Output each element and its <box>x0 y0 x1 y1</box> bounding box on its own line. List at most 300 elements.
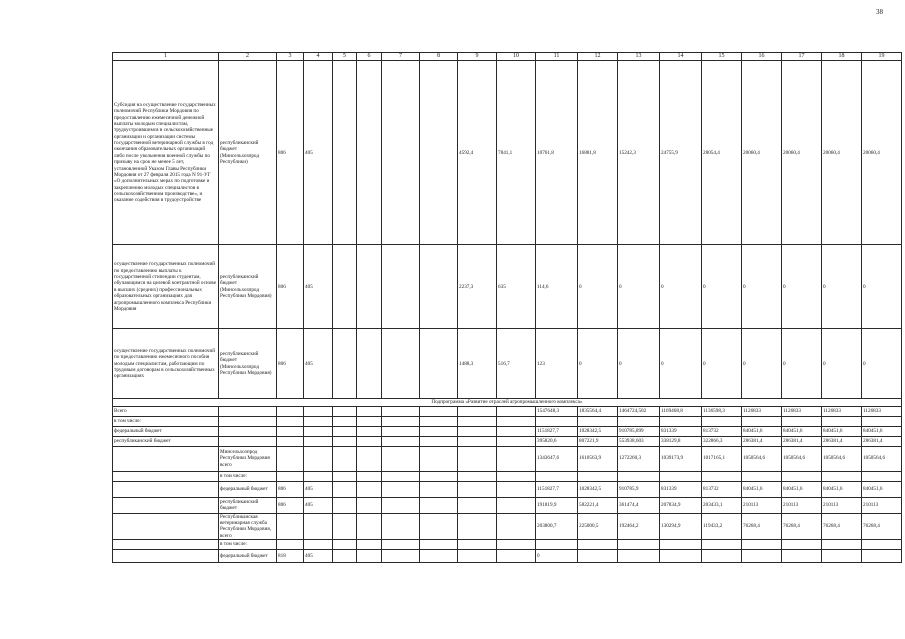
value-cell: 286381,4 <box>782 436 822 446</box>
empty-cell <box>333 481 357 497</box>
value-cell <box>862 416 902 426</box>
empty-cell <box>333 245 357 329</box>
value-cell: 0 <box>618 245 660 329</box>
empty-cell <box>333 446 357 471</box>
funding-source <box>219 426 277 436</box>
empty-cell <box>420 471 458 481</box>
value-cell <box>822 540 862 550</box>
empty-cell <box>333 61 357 245</box>
value-cell: 286381,4 <box>822 436 862 446</box>
empty-cell <box>333 416 357 426</box>
empty-cell <box>497 426 536 436</box>
empty-cell <box>420 481 458 497</box>
code-cell <box>304 471 333 481</box>
value-cell: 0 <box>742 329 782 399</box>
empty-cell <box>497 513 536 539</box>
code-cell: 405 <box>304 329 333 399</box>
table-row <box>113 513 902 539</box>
value-cell: 1039173,9 <box>660 446 702 471</box>
empty-cell <box>458 446 497 471</box>
code-cell: 818 <box>277 550 304 563</box>
value-cell: 0 <box>822 329 862 399</box>
empty-cell <box>357 416 382 426</box>
empty-cell <box>458 540 497 550</box>
empty-cell <box>333 497 357 513</box>
value-cell <box>618 540 660 550</box>
value-cell: 1126833 <box>742 406 782 416</box>
value-cell: 114,6 <box>536 245 578 329</box>
empty-cell <box>497 416 536 426</box>
empty-cell <box>458 436 497 446</box>
value-cell <box>782 416 822 426</box>
value-cell: 1464724,502 <box>618 406 660 416</box>
empty-cell <box>382 540 420 550</box>
value-cell: 28054,4 <box>702 61 742 245</box>
value-cell: 1050564,6 <box>862 446 902 471</box>
code-cell <box>277 406 304 416</box>
value-cell: 0 <box>862 329 902 399</box>
value-cell <box>742 471 782 481</box>
value-cell: 286381,4 <box>742 436 782 446</box>
empty-cell <box>357 406 382 416</box>
value-cell <box>742 550 782 563</box>
code-cell: 405 <box>304 245 333 329</box>
code-cell: 806 <box>277 329 304 399</box>
empty-cell <box>458 426 497 436</box>
measure-description: Субсидия на осуществление государственных полномочий Республики Мордовия по предоставлению ежемесячной денежной выплаты молодым специалистам, трудоустроившимся в сельскохозяйственные организации и организации системы государственной ветеринарной службы в год окончания образовательных организаций либо после увольнения военной службы по призыву на срок не менее 5 лет, установленной Указом Главы Республики Мордовия от 27 февраля 2015 года N 91-УГ «О дополнительных мерах по подготовке и закреплению молодых специалистов в сельскохозяйственном производстве», и оказание содействия в трудоустройстве <box>113 61 219 245</box>
row-label <box>113 471 219 481</box>
value-cell: 0 <box>578 329 618 399</box>
funding-source <box>219 406 277 416</box>
empty-cell <box>458 416 497 426</box>
value-cell <box>660 416 702 426</box>
value-cell: 831339 <box>660 481 702 497</box>
empty-cell <box>357 550 382 563</box>
value-cell <box>862 550 902 563</box>
value-cell: 1169468,8 <box>660 406 702 416</box>
table-row <box>113 550 902 563</box>
column-number-cell: 11 <box>536 53 578 61</box>
empty-cell <box>420 245 458 329</box>
value-cell <box>578 540 618 550</box>
value-cell: 20060,4 <box>862 61 902 245</box>
value-cell: 0 <box>862 245 902 329</box>
value-cell: 1050564,6 <box>822 446 862 471</box>
value-cell: 1835564,4 <box>578 406 618 416</box>
value-cell: 76268,4 <box>782 513 822 539</box>
column-number-cell: 3 <box>277 53 304 61</box>
subprogram-title: Подпрограмма «Развитие отраслей агропромышленного комплекса» <box>113 399 902 406</box>
code-cell: 806 <box>277 245 304 329</box>
row-label: федеральный бюджет <box>113 426 219 436</box>
table-row <box>113 245 902 329</box>
table-row <box>113 446 902 471</box>
code-cell: 405 <box>304 481 333 497</box>
empty-cell <box>382 416 420 426</box>
value-cell: 840451,6 <box>742 481 782 497</box>
column-number-row <box>113 53 902 61</box>
empty-cell <box>382 406 420 416</box>
empty-cell <box>333 436 357 446</box>
empty-cell <box>458 406 497 416</box>
value-cell: 0 <box>742 245 782 329</box>
column-number-cell: 9 <box>458 53 497 61</box>
empty-cell <box>333 471 357 481</box>
value-cell: 516,7 <box>497 329 536 399</box>
value-cell: 0 <box>782 245 822 329</box>
code-cell: 405 <box>304 550 333 563</box>
row-label <box>113 513 219 539</box>
empty-cell <box>382 497 420 513</box>
empty-cell <box>497 406 536 416</box>
value-cell: 813732 <box>702 426 742 436</box>
column-number-cell: 7 <box>382 53 420 61</box>
value-cell: 130294,9 <box>660 513 702 539</box>
value-cell: 1050564,6 <box>742 446 782 471</box>
row-label <box>113 446 219 471</box>
funding-source: республиканский бюджет (Минсельхозпрод Республики Мордовия) <box>219 329 277 399</box>
value-cell: 361474,4 <box>618 497 660 513</box>
value-cell: 20060,4 <box>742 61 782 245</box>
column-number-cell: 12 <box>578 53 618 61</box>
value-cell: 0 <box>536 550 578 563</box>
value-cell: 225000,5 <box>578 513 618 539</box>
value-cell: 910785,9 <box>618 481 660 497</box>
empty-cell <box>420 329 458 399</box>
empty-cell <box>420 406 458 416</box>
empty-cell <box>357 540 382 550</box>
value-cell <box>578 416 618 426</box>
empty-cell <box>382 61 420 245</box>
value-cell: 813732 <box>702 481 742 497</box>
empty-cell <box>420 426 458 436</box>
column-number-cell: 4 <box>304 53 333 61</box>
empty-cell <box>497 436 536 446</box>
empty-cell <box>420 416 458 426</box>
column-number-cell: 19 <box>862 53 902 61</box>
value-cell <box>702 540 742 550</box>
code-cell <box>304 406 333 416</box>
value-cell: 210113 <box>782 497 822 513</box>
empty-cell <box>497 540 536 550</box>
value-cell: 10761,8 <box>536 61 578 245</box>
value-cell: 1028342,5 <box>578 481 618 497</box>
empty-cell <box>420 446 458 471</box>
table-row <box>113 481 902 497</box>
code-cell <box>277 416 304 426</box>
subprogram-row <box>113 399 902 406</box>
value-cell <box>578 550 618 563</box>
measure-description: осуществление государственных полномочий по предоставлению ежемесячного пособия молодым специалистам, работающим по трудовым договорам в сельскохозяйственных организациях <box>113 329 219 399</box>
value-cell: 1610563,9 <box>578 446 618 471</box>
empty-cell <box>357 245 382 329</box>
value-cell: 1050564,6 <box>782 446 822 471</box>
value-cell <box>742 540 782 550</box>
empty-cell <box>357 446 382 471</box>
code-cell <box>304 513 333 539</box>
code-cell <box>277 540 304 550</box>
code-cell <box>304 416 333 426</box>
value-cell: 1547648,3 <box>536 406 578 416</box>
value-cell: 0 <box>702 329 742 399</box>
empty-cell <box>382 481 420 497</box>
empty-cell <box>357 436 382 446</box>
value-cell: 192464,2 <box>618 513 660 539</box>
value-cell <box>578 471 618 481</box>
empty-cell <box>357 61 382 245</box>
value-cell: 76268,4 <box>742 513 782 539</box>
empty-cell <box>458 481 497 497</box>
empty-cell <box>382 329 420 399</box>
empty-cell <box>382 436 420 446</box>
column-number-cell: 13 <box>618 53 660 61</box>
column-number-cell: 15 <box>702 53 742 61</box>
measure-description: осуществление государственных полномочий по предоставлению выплаты к государственной стипендии студентам, обучающимся на целевой контрактной основе в высших (средних) профессиональных образовательных организациях для агропромышленного комплекса Республики Мордовия <box>113 245 219 329</box>
value-cell: 20060,4 <box>782 61 822 245</box>
value-cell: 123 <box>536 329 578 399</box>
value-cell: 0 <box>702 245 742 329</box>
empty-cell <box>458 497 497 513</box>
funding-source: в том числе: <box>219 471 277 481</box>
value-cell: 1017165,1 <box>702 446 742 471</box>
value-cell <box>702 550 742 563</box>
column-number-cell: 1 <box>113 53 219 61</box>
empty-cell <box>382 426 420 436</box>
value-cell: 0 <box>578 245 618 329</box>
empty-cell <box>382 550 420 563</box>
table-row <box>113 540 902 550</box>
empty-cell <box>458 471 497 481</box>
code-cell <box>277 446 304 471</box>
value-cell: 840451,6 <box>822 481 862 497</box>
value-cell: 338129,8 <box>660 436 702 446</box>
value-cell <box>782 550 822 563</box>
row-label: в том числе: <box>113 416 219 426</box>
value-cell: 210113 <box>862 497 902 513</box>
value-cell: 1028342,5 <box>578 426 618 436</box>
empty-cell <box>333 329 357 399</box>
code-cell <box>304 540 333 550</box>
code-cell <box>304 436 333 446</box>
value-cell: 15242,3 <box>618 61 660 245</box>
funding-source: республиканский бюджет (Минсельхозпрод Республики Мордовия) <box>219 245 277 329</box>
code-cell <box>277 513 304 539</box>
funding-source: федеральный бюджет <box>219 550 277 563</box>
value-cell: 207834,9 <box>660 497 702 513</box>
value-cell: 0 <box>660 329 702 399</box>
code-cell <box>304 446 333 471</box>
empty-cell <box>497 471 536 481</box>
empty-cell <box>420 497 458 513</box>
value-cell: 840451,6 <box>782 426 822 436</box>
code-cell <box>277 436 304 446</box>
value-cell: 286381,4 <box>862 436 902 446</box>
value-cell: 210113 <box>822 497 862 513</box>
value-cell <box>702 416 742 426</box>
value-cell <box>660 540 702 550</box>
value-cell: 840451,6 <box>782 481 822 497</box>
table-row <box>113 436 902 446</box>
row-label: республиканский бюджет <box>113 436 219 446</box>
column-number-cell: 2 <box>219 53 277 61</box>
value-cell: 0 <box>822 245 862 329</box>
funding-source: федеральный бюджет <box>219 481 277 497</box>
code-cell: 806 <box>277 481 304 497</box>
value-cell: 119433,2 <box>702 513 742 539</box>
value-cell: 16881,8 <box>578 61 618 245</box>
empty-cell <box>333 406 357 416</box>
funding-source <box>219 416 277 426</box>
column-number-cell: 16 <box>742 53 782 61</box>
value-cell: 191819,9 <box>536 497 578 513</box>
empty-cell <box>420 436 458 446</box>
funding-source: в том числе: <box>219 540 277 550</box>
value-cell <box>822 471 862 481</box>
empty-cell <box>357 426 382 436</box>
value-cell <box>782 471 822 481</box>
value-cell: 635 <box>497 245 536 329</box>
empty-cell <box>420 61 458 245</box>
value-cell: 203800,7 <box>536 513 578 539</box>
value-cell <box>618 471 660 481</box>
value-cell <box>822 550 862 563</box>
empty-cell <box>420 550 458 563</box>
value-cell: 1126833 <box>782 406 822 416</box>
value-cell: 203433,1 <box>702 497 742 513</box>
empty-cell <box>382 245 420 329</box>
funding-source: республиканский бюджет (Минсельхозпрод Республики) <box>219 61 277 245</box>
value-cell <box>822 416 862 426</box>
empty-cell <box>382 471 420 481</box>
value-cell: 395820,6 <box>536 436 578 446</box>
value-cell: 840451,6 <box>862 426 902 436</box>
empty-cell <box>420 540 458 550</box>
value-cell: 4592,4 <box>458 61 497 245</box>
empty-cell <box>357 471 382 481</box>
table-row <box>113 329 902 399</box>
value-cell: 582221,4 <box>578 497 618 513</box>
value-cell: 7841,1 <box>497 61 536 245</box>
funding-source <box>219 436 277 446</box>
value-cell: 1151827,7 <box>536 481 578 497</box>
value-cell: 24755,9 <box>660 61 702 245</box>
column-number-cell: 17 <box>782 53 822 61</box>
value-cell: 0 <box>618 329 660 399</box>
empty-cell <box>357 481 382 497</box>
table-row <box>113 61 902 245</box>
value-cell: 2237,3 <box>458 245 497 329</box>
value-cell: 910785,899 <box>618 426 660 436</box>
value-cell <box>862 540 902 550</box>
row-label <box>113 550 219 563</box>
value-cell <box>660 550 702 563</box>
value-cell <box>862 471 902 481</box>
funding-source: Республиканская ветеринарная служба Республики Мордовия, всего <box>219 513 277 539</box>
empty-cell <box>497 550 536 563</box>
value-cell: 1151827,7 <box>536 426 578 436</box>
value-cell: 1272260,3 <box>618 446 660 471</box>
empty-cell <box>333 513 357 539</box>
value-cell: 1126833 <box>822 406 862 416</box>
value-cell: 322866,3 <box>702 436 742 446</box>
empty-cell <box>497 446 536 471</box>
value-cell: 0 <box>660 245 702 329</box>
code-cell: 806 <box>277 497 304 513</box>
table-row <box>113 426 902 436</box>
page-number: 38 <box>876 8 883 16</box>
value-cell: 840451,6 <box>822 426 862 436</box>
column-number-cell: 6 <box>357 53 382 61</box>
empty-cell <box>458 513 497 539</box>
value-cell: 831339 <box>660 426 702 436</box>
table-row <box>113 497 902 513</box>
empty-cell <box>497 497 536 513</box>
value-cell: 76268,4 <box>822 513 862 539</box>
empty-cell <box>420 513 458 539</box>
column-number-cell: 18 <box>822 53 862 61</box>
value-cell <box>702 471 742 481</box>
code-cell <box>304 426 333 436</box>
empty-cell <box>333 540 357 550</box>
row-label: Всего <box>113 406 219 416</box>
table-row <box>113 416 902 426</box>
value-cell <box>536 540 578 550</box>
value-cell: 840451,6 <box>862 481 902 497</box>
code-cell: 806 <box>277 61 304 245</box>
column-number-cell: 10 <box>497 53 536 61</box>
column-number-cell: 8 <box>420 53 458 61</box>
value-cell: 76268,4 <box>862 513 902 539</box>
row-label <box>113 481 219 497</box>
value-cell <box>536 416 578 426</box>
row-label <box>113 497 219 513</box>
value-cell: 210113 <box>742 497 782 513</box>
row-label <box>113 540 219 550</box>
value-cell: 1343647,6 <box>536 446 578 471</box>
value-cell: 553938,603 <box>618 436 660 446</box>
value-cell: 807221,9 <box>578 436 618 446</box>
value-cell <box>536 471 578 481</box>
funding-source: республиканский бюджет <box>219 497 277 513</box>
empty-cell <box>382 446 420 471</box>
value-cell <box>660 471 702 481</box>
empty-cell <box>357 497 382 513</box>
value-cell: 0 <box>782 329 822 399</box>
code-cell: 405 <box>304 61 333 245</box>
value-cell: 1126833 <box>862 406 902 416</box>
code-cell <box>277 471 304 481</box>
table-row <box>113 471 902 481</box>
column-number-cell: 14 <box>660 53 702 61</box>
value-cell <box>742 416 782 426</box>
value-cell <box>782 540 822 550</box>
value-cell: 1136598,3 <box>702 406 742 416</box>
empty-cell <box>333 426 357 436</box>
column-number-cell: 5 <box>333 53 357 61</box>
value-cell: 20060,4 <box>822 61 862 245</box>
empty-cell <box>382 513 420 539</box>
funding-source: Минсельхозпрод Республики Мордовия всего <box>219 446 277 471</box>
code-cell <box>277 426 304 436</box>
empty-cell <box>497 481 536 497</box>
table-row <box>113 406 902 416</box>
value-cell: 840451,6 <box>742 426 782 436</box>
value-cell: 1488,3 <box>458 329 497 399</box>
empty-cell <box>357 513 382 539</box>
value-cell <box>618 550 660 563</box>
empty-cell <box>357 329 382 399</box>
budget-table <box>112 52 902 563</box>
